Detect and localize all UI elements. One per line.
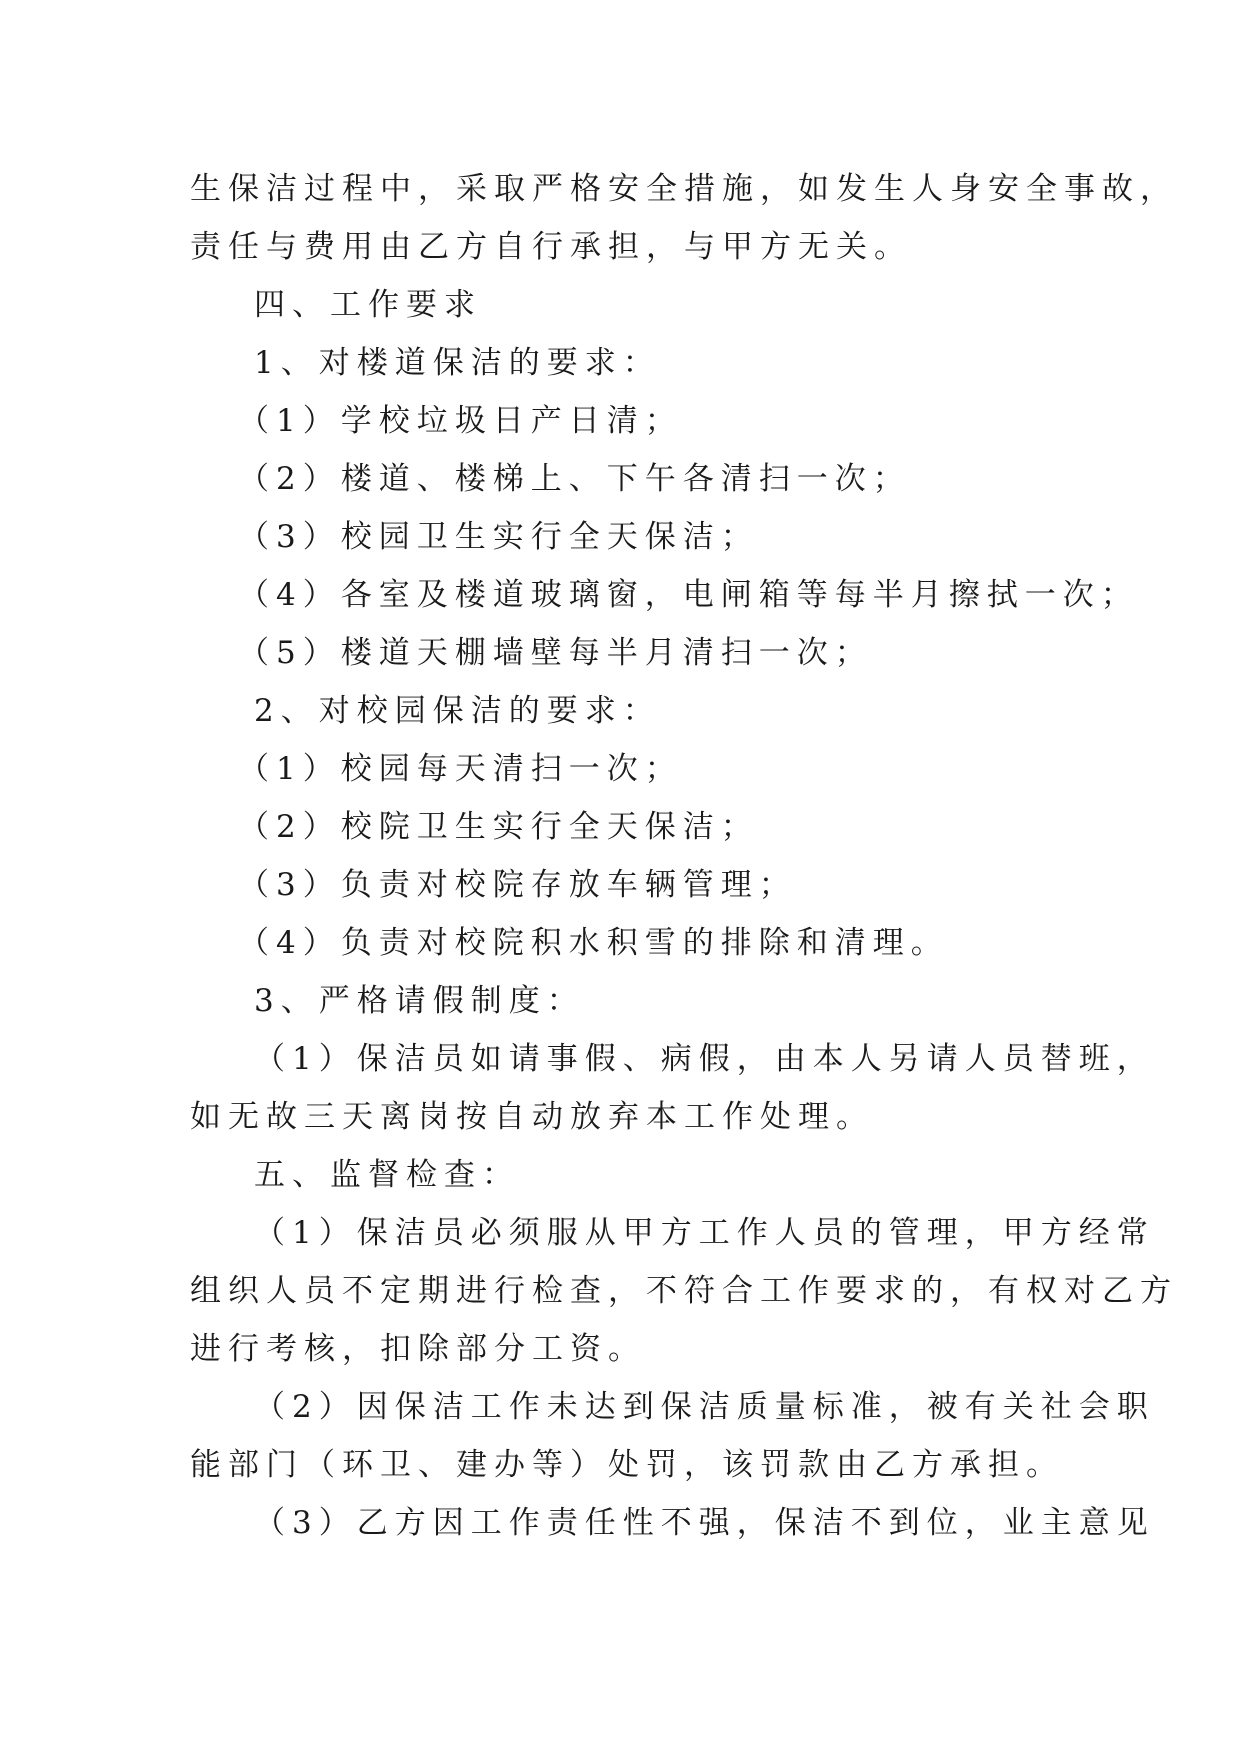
paragraph-line: 组织人员不定期进行检查，不符合工作要求的，有权对乙方	[190, 1273, 1178, 1309]
section-heading: 四、工作要求	[254, 287, 482, 323]
subsection-heading: 3、严格请假制度：	[254, 983, 585, 1019]
subsection-heading: 2、对校园保洁的要求：	[254, 693, 661, 729]
list-item: （2）楼道、楼梯上、下午各清扫一次；	[238, 461, 911, 497]
list-item: （3）乙方因工作责任性不强，保洁不到位，业主意见	[254, 1505, 1155, 1541]
list-item: （3）负责对校院存放车辆管理；	[238, 867, 797, 903]
paragraph-line: 进行考核，扣除部分工资。	[190, 1331, 646, 1367]
list-item: （3）校园卫生实行全天保洁；	[238, 519, 759, 555]
list-item: （1）保洁员必须服从甲方工作人员的管理，甲方经常	[254, 1215, 1155, 1251]
list-item: （5）楼道天棚墙壁每半月清扫一次；	[238, 635, 873, 671]
list-item: （1）保洁员如请事假、病假，由本人另请人员替班，	[254, 1041, 1155, 1077]
paragraph-line: 责任与费用由乙方自行承担，与甲方无关。	[190, 229, 912, 265]
list-item: （1）校园每天清扫一次；	[238, 751, 683, 787]
list-item: （2）因保洁工作未达到保洁质量标准，被有关社会职	[254, 1389, 1155, 1425]
section-heading: 五、监督检查：	[254, 1157, 520, 1193]
list-item: （1）学校垃圾日产日清；	[238, 403, 683, 439]
list-item: （2）校院卫生实行全天保洁；	[238, 809, 759, 845]
paragraph-line: 如无故三天离岗按自动放弃本工作处理。	[190, 1099, 874, 1135]
document-body	[190, 160, 1178, 1552]
paragraph-line: 生保洁过程中，采取严格安全措施，如发生人身安全事故，	[190, 171, 1178, 207]
list-item: （4）各室及楼道玻璃窗，电闸箱等每半月擦拭一次；	[238, 577, 1139, 613]
subsection-heading: 1、对楼道保洁的要求：	[254, 345, 661, 381]
list-item: （4）负责对校院积水积雪的排除和清理。	[238, 925, 949, 961]
paragraph-line: 能部门（环卫、建办等）处罚，该罚款由乙方承担。	[190, 1447, 1064, 1483]
